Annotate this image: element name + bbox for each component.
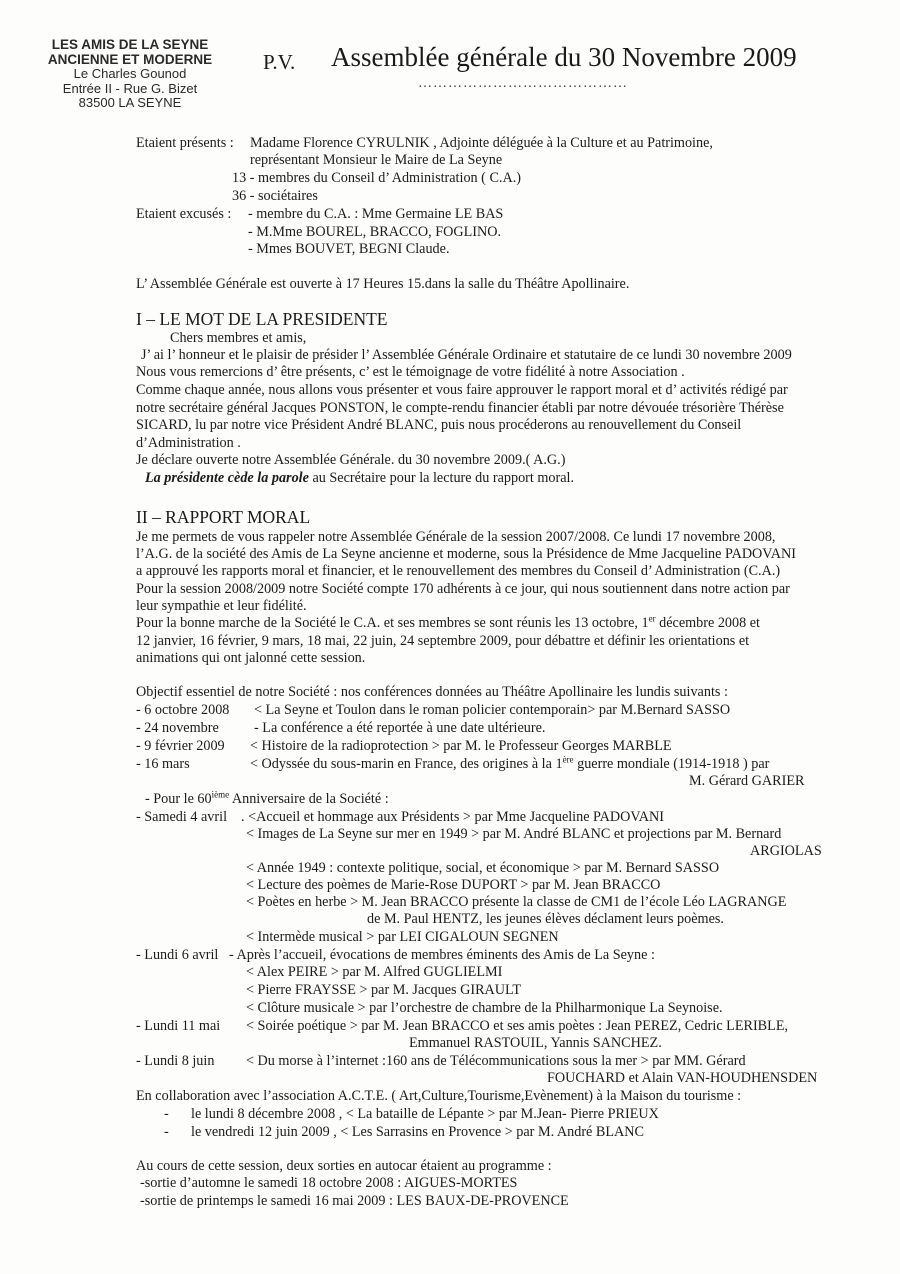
paragraph-line: 12 janvier, 16 février, 9 mars, 18 mai, 22 juin, 24 septembre 2009, pour débattre et définir les orientations et (136, 633, 750, 649)
paragraph-line: Chers membres et amis, (170, 330, 307, 346)
event-date: - Lundi 8 juin (136, 1053, 215, 1069)
list-item: -sortie d’automne le samedi 18 octobre 2008 : AIGUES-MORTES (140, 1175, 518, 1191)
paragraph-line: d’Administration . (136, 435, 241, 451)
present-line: Madame Florence CYRULNIK , Adjointe déléguée à la Culture et au Patrimoine, (250, 135, 713, 151)
event-item: < Pierre FRAYSSE > par M. Jacques GIRAULT (246, 982, 522, 998)
paragraph-line: Comme chaque année, nous allons vous présenter et vous faire approuver le rapport moral et d’ activités rédigé par (136, 382, 788, 398)
event-item: < Soirée poétique > par M. Jean BRACCO et ses amis poètes : Jean PEREZ, Cedric LERIBLE, (246, 1018, 789, 1034)
conference-date: - 16 mars (136, 756, 190, 772)
event-date: - Lundi 6 avril (136, 947, 219, 963)
event-item: < Poètes en herbe > M. Jean BRACCO présente la classe de CM1 de l’école Léo LAGRANGE (246, 894, 787, 910)
event-item: < Année 1949 : contexte politique, social, et économique > par M. Bernard SASSO (246, 860, 720, 876)
text-span: Pour la bonne marche de la Société le C.A. et ses membres se sont réunis les 13 octobre, 1 (136, 615, 649, 631)
sender-address (30, 38, 230, 111)
paragraph-line: animations qui ont jalonné cette session. (136, 650, 366, 666)
paragraph-line: l’A.G. de la société des Amis de La Seyne ancienne et moderne, sous la Présidence de Mme Jacqueline PADOVANI (136, 546, 796, 562)
paragraph-line: Nous vous remercions d’ être présents, c’ est le témoignage de votre fidélité à notre Association . (136, 364, 685, 380)
event-item: < Lecture des poèmes de Marie-Rose DUPORT > par M. Jean BRACCO (246, 877, 661, 893)
conference-date: - 6 octobre 2008 (136, 702, 230, 718)
text-span: - Pour le 60 (145, 791, 212, 807)
paragraph-line (145, 470, 574, 487)
paragraph-line: Je déclare ouverte notre Assemblée Générale. du 30 novembre 2009.( A.G.) (136, 452, 566, 468)
conference-date: - 9 février 2009 (136, 738, 225, 754)
paragraph-line: J’ ai l’ honneur et le plaisir de présider l’ Assemblée Générale Ordinaire et statutaire de ce lundi 30 novembre 2009 (141, 347, 792, 363)
conference-date: - 24 novembre (136, 720, 219, 736)
event-item: < Clôture musicale > par l’orchestre de chambre de la Philharmonique La Seynoise. (246, 1000, 723, 1016)
paragraph-line: Objectif essentiel de notre Société : nos conférences données au Théâtre Apollinaire les lundis suivants : (136, 684, 728, 700)
paragraph-line: Au cours de cette session, deux sorties en autocar étaient au programme : (136, 1158, 552, 1174)
sender-line: Le Charles Gounod (73, 66, 187, 81)
text-span: guerre mondiale (1914-1918 ) par (573, 756, 770, 772)
list-item: le lundi 8 décembre 2008 , < La bataille de Lépante > par M.Jean- Pierre PRIEUX (191, 1106, 659, 1122)
event-item: ARGIOLAS (750, 843, 822, 859)
paragraph-line: En collaboration avec l’association A.C.T.E. ( Art,Culture,Tourisme,Evènement) à la Maison du tourisme : (136, 1088, 742, 1104)
superscript: ième (211, 789, 230, 800)
paragraph-line: leur sympathie et leur fidélité. (136, 598, 307, 614)
paragraph-line: SICARD, lu par notre vice Président André BLANC, puis nous procéderons au renouvellement du Conseil (136, 417, 742, 433)
present-line: représentant Monsieur le Maire de La Seyne (250, 152, 503, 168)
section-heading: II – RAPPORT MORAL (136, 507, 311, 527)
event-date: - Samedi 4 avril (136, 809, 228, 825)
paragraph-line: notre secrétaire général Jacques PONSTON, le compte-rendu financier établi par notre dévouée trésorière Thérèse (136, 400, 784, 416)
pv-label: P.V. (263, 50, 296, 74)
excused-line: - Mmes BOUVET, BEGNI Claude. (248, 241, 450, 257)
excused-line: - membre du C.A. : Mme Germaine LE BAS (248, 206, 504, 222)
sender-line: LES AMIS DE LA SEYNE (51, 37, 209, 52)
sender-line: 83500 LA SEYNE (78, 95, 182, 110)
event-item: < Images de La Seyne sur mer en 1949 > par M. André BLANC et projections par M. Bernard (246, 826, 782, 842)
title-dots: …………………………………… (418, 76, 628, 91)
superscript: er (648, 613, 656, 624)
event-item: - Après l’accueil, évocations de membres éminents des Amis de La Seyne : (229, 947, 655, 963)
conference-title (250, 756, 769, 773)
conference-title: < La Seyne et Toulon dans le roman policier contemporain> par M.Bernard SASSO (254, 702, 731, 718)
paragraph-line: a approuvé les rapports moral et financier, et le renouvellement des membres du Conseil d’ Administration (C.A.) (136, 563, 781, 579)
paragraph-line: Je me permets de vous rappeler notre Assemblée Générale de la session 2007/2008. Ce lundi 17 novembre 2008, (136, 529, 776, 545)
present-label: Etaient présents : (136, 135, 234, 151)
event-item: . <Accueil et hommage aux Présidents > par Mme Jacqueline PADOVANI (241, 809, 665, 825)
list-bullet: - (164, 1106, 169, 1122)
text-span: au Secrétaire pour la lecture du rapport moral. (308, 470, 575, 486)
anniversary-heading (145, 791, 389, 808)
excused-line: - M.Mme BOUREL, BRACCO, FOGLINO. (248, 224, 502, 240)
list-bullet: - (164, 1124, 169, 1140)
event-item: < Alex PEIRE > par M. Alfred GUGLIELMI (246, 964, 503, 980)
section-heading: I – LE MOT DE LA PRESIDENTE (136, 309, 388, 329)
list-item: -sortie de printemps le samedi 16 mai 2009 : LES BAUX-DE-PROVENCE (140, 1193, 569, 1209)
superscript: ère (562, 754, 574, 765)
text-span: < Odyssée du sous-marin en France, des origines à la 1 (250, 756, 563, 772)
conference-title: < Histoire de la radioprotection > par M. le Professeur Georges MARBLE (250, 738, 672, 754)
event-date: - Lundi 11 mai (136, 1018, 221, 1034)
paragraph-line: Pour la session 2008/2009 notre Société compte 170 adhérents à ce jour, qui nous soutiennent dans notre action par (136, 581, 790, 597)
sender-line: ANCIENNE ET MODERNE (47, 51, 213, 67)
event-item: < Du morse à l’internet :160 ans de Télécommunications sous la mer > par MM. Gérard (246, 1053, 746, 1069)
excused-label: Etaient excusés : (136, 206, 232, 222)
text-span: décembre 2008 et (655, 615, 760, 631)
sender-line: Entrée II - Rue G. Bizet (62, 80, 198, 96)
event-item: de M. Paul HENTZ, les jeunes élèves déclament leurs poèmes. (367, 911, 724, 927)
document-title: Assemblée générale du 30 Novembre 2009 (331, 42, 797, 72)
event-item: FOUCHARD et Alain VAN-HOUDHENSDEN (547, 1070, 818, 1086)
present-line: 13 - membres du Conseil d’ Administration ( C.A.) (232, 170, 521, 186)
conference-speaker: M. Gérard GARIER (689, 773, 805, 789)
text-span: Anniversaire de la Société : (229, 791, 389, 807)
conference-title: - La conférence a été reportée à une date ultérieure. (254, 720, 546, 736)
opening-statement: L’ Assemblée Générale est ouverte à 17 Heures 15.dans la salle du Théâtre Apollinaire. (136, 276, 630, 292)
list-item: le vendredi 12 juin 2009 , < Les Sarrasins en Provence > par M. André BLANC (191, 1124, 644, 1140)
present-line: 36 - sociétaires (232, 188, 318, 204)
italic-phrase: La présidente cède la parole (145, 470, 309, 486)
event-item: < Intermède musical > par LEI CIGALOUN SEGNEN (246, 929, 559, 945)
event-item: Emmanuel RASTOUIL, Yannis SANCHEZ. (409, 1035, 662, 1051)
paragraph-line (136, 615, 760, 632)
